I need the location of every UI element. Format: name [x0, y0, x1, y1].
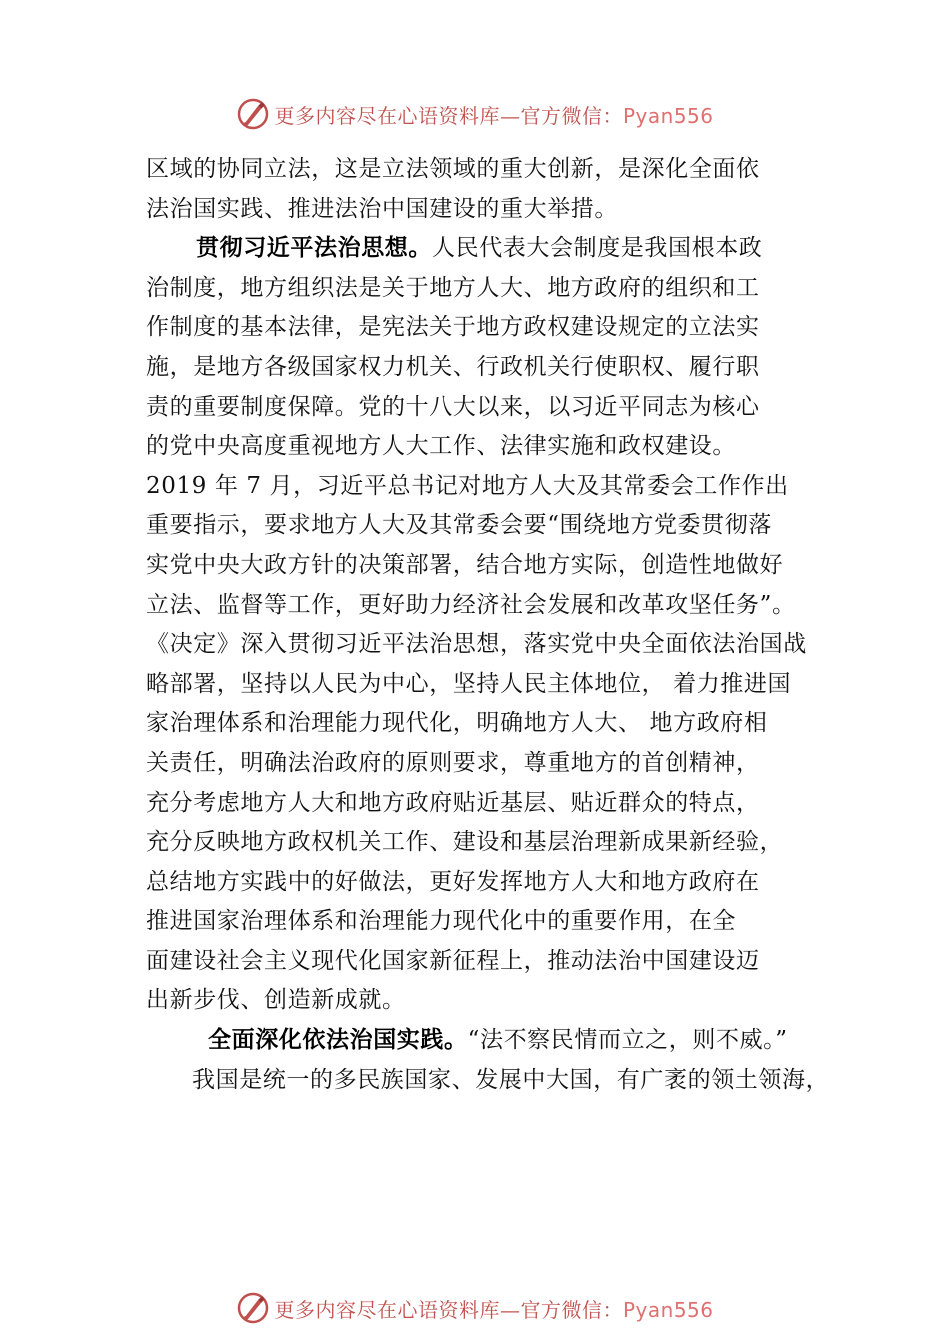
- wechat-id: Pyan556: [622, 1297, 714, 1322]
- text-span: “法不察民情而立之，则不威。”: [467, 1027, 788, 1054]
- text-line: 治制度，地方组织法是关于地方人大、地方政府的组织和工: [146, 274, 760, 301]
- text-line: 立法、监督等工作，更好助力经济社会发展和改革攻坚任务”。: [146, 591, 796, 618]
- section-heading-line: [146, 229, 820, 269]
- text-line: 施，是地方各级国家权力机关、行政机关行使职权、履行职: [146, 353, 760, 380]
- pen-quill-logo-icon: [236, 1291, 270, 1325]
- text-line: 实党中央大政方针的决策部署，结合地方实际，创造性地做好: [146, 551, 784, 578]
- text-line: 法治国实践、推进法治中国建设的重大举措。: [146, 195, 618, 222]
- watermark-text: 更多内容尽在心语资料库—官方微信：Pyan556: [274, 103, 714, 128]
- text-line: 推进国家治理体系和治理能力现代化中的重要作用，在全: [146, 908, 736, 935]
- text-line: 总结地方实践中的好做法，更好发挥地方人大和地方政府在: [146, 868, 760, 895]
- text-span: 人民代表大会制度是我国根本政: [432, 235, 763, 262]
- text-line: 区域的协同立法，这是立法领域的重大创新，是深化全面依: [146, 156, 760, 182]
- text-line: 作制度的基本法律，是宪法关于地方政权建设规定的立法实: [146, 314, 760, 341]
- text-line: 的党中央高度重视地方人大工作、法律实施和政权建设。: [146, 433, 736, 460]
- text-line: 2019 年 7 月，习近平总书记对地方人大及其常委会工作作出: [146, 472, 789, 499]
- header-watermark-banner: [0, 94, 950, 134]
- footer-watermark-banner: [0, 1288, 950, 1328]
- text-line: 充分考虑地方人大和地方政府贴近基层、贴近群众的特点，: [146, 789, 760, 816]
- wechat-id: Pyan556: [622, 103, 714, 128]
- text-line: 家治理体系和治理能力现代化，明确地方人大、 地方政府相: [146, 710, 768, 737]
- text-line: 关责任，明确法治政府的原则要求，尊重地方的首创精神，: [146, 749, 760, 776]
- text-line: 出新步伐、创造新成就。: [146, 987, 406, 1014]
- section-heading-line: [146, 1021, 820, 1061]
- text-line: 责的重要制度保障。党的十八大以来，以习近平同志为核心: [146, 393, 760, 420]
- text-line: 重要指示，要求地方人大及其常委会要“围绕地方党委贯彻落: [146, 512, 772, 539]
- text-line: 《决定》深入贯彻习近平法治思想，落实党中央全面依法治国战: [146, 631, 807, 658]
- section-heading: 全面深化依法治国实践。: [208, 1027, 468, 1054]
- text-line: 我国是统一的多民族国家、发展中大国，有广袤的领土领海，: [192, 1066, 830, 1093]
- document-body: [146, 150, 830, 1100]
- section-heading: 贯彻习近平法治思想。: [196, 235, 432, 262]
- text-line: 略部署，坚持以人民为中心，坚持人民主体地位， 着力推进国: [146, 670, 792, 697]
- text-line: 充分反映地方政权机关工作、建设和基层治理新成果新经验，: [146, 829, 784, 856]
- watermark-text: 更多内容尽在心语资料库—官方微信：Pyan556: [274, 1297, 714, 1322]
- text-line: 面建设社会主义现代化国家新征程上，推动法治中国建设迈: [146, 947, 760, 974]
- pen-quill-logo-icon: [236, 97, 270, 131]
